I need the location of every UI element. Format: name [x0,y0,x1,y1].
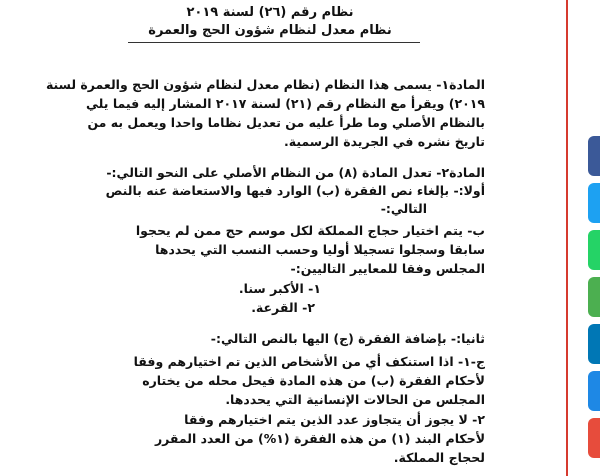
paragraph-b-line-2: سابقا وسجلوا تسجيلا أوليا وحسب النسب التي يحددها [155,242,485,257]
paragraph-c-line-3: المجلس من الحالات الإنسانية التي يحددها. [225,392,485,407]
document-title: نظام رقم (٢٦) لسنة ٢٠١٩ [186,5,354,20]
paragraph-c-line-5: لأحكام البند (١) من هذه الفقرة (١%) من العدد المقرر [154,431,485,446]
paragraph-c-line-2: لأحكام الفقرة (ب) من هذه المادة فيحل محله من يختاره [142,373,485,388]
share-sidebar [588,136,600,458]
criterion-1: ١- الأكبر سنا. [238,281,321,296]
sms-share-button[interactable] [588,277,600,317]
paragraph-c-line-4: ٢- لا يجوز أن يتجاوز عدد الذين يتم اختيارهم وفقا [184,412,485,427]
facebook-share-button[interactable] [588,136,600,176]
second-amendment-heading: ثانيا:- بإضافة الفقرة (ج) اليها بالنص التالي:- [210,331,485,346]
first-amendment-line-1: أولا:- بإلغاء نص الفقرة (ب) الوارد فيها والاستعاضة عنه بالنص [105,183,485,198]
article-1-line-2: ٢٠١٩) ويقرأ مع النظام رقم (٢١) لسنة ٢٠١٧ المشار إليه فيما يلي [86,96,485,111]
document-subtitle: نظام معدل لنظام شؤون الحج والعمرة [148,23,392,38]
email-share-button[interactable] [588,418,600,458]
first-amendment-line-2: التالي:- [380,201,427,216]
criterion-2: ٢- القرعة. [251,300,315,315]
article-1-line-1: المادة١- يسمى هذا النظام (نظام معدل لنظام شؤون الحج والعمرة لسنة [45,77,485,92]
messenger-share-button[interactable] [588,371,600,411]
page-accent-rule [566,0,568,476]
article-1-line-4: تاريخ نشره في الجريدة الرسمية. [283,134,485,149]
paragraph-c-line-6: لحجاج المملكة. [393,450,485,465]
article-2-heading: المادة٢- تعدل المادة (٨) من النظام الأصلي على النحو التالي:- [106,165,485,180]
linkedin-share-button[interactable] [588,324,600,364]
paragraph-b-line-1: ب- يتم اختيار حجاج المملكة لكل موسم حج ممن لم يحجوا [135,223,485,238]
title-underline [128,42,420,43]
paragraph-c-line-1: ج-١- اذا استنكف أي من الأشخاص الذين تم اختيارهم وفقا [133,354,485,369]
whatsapp-share-button[interactable] [588,230,600,270]
paragraph-b-line-3: المجلس وفقا للمعايير التاليين:- [290,261,485,276]
twitter-share-button[interactable] [588,183,600,223]
article-1-line-3: بالنظام الأصلي وما طرأ عليه من تعديل نظاما واحدا ويعمل به من [87,115,485,130]
